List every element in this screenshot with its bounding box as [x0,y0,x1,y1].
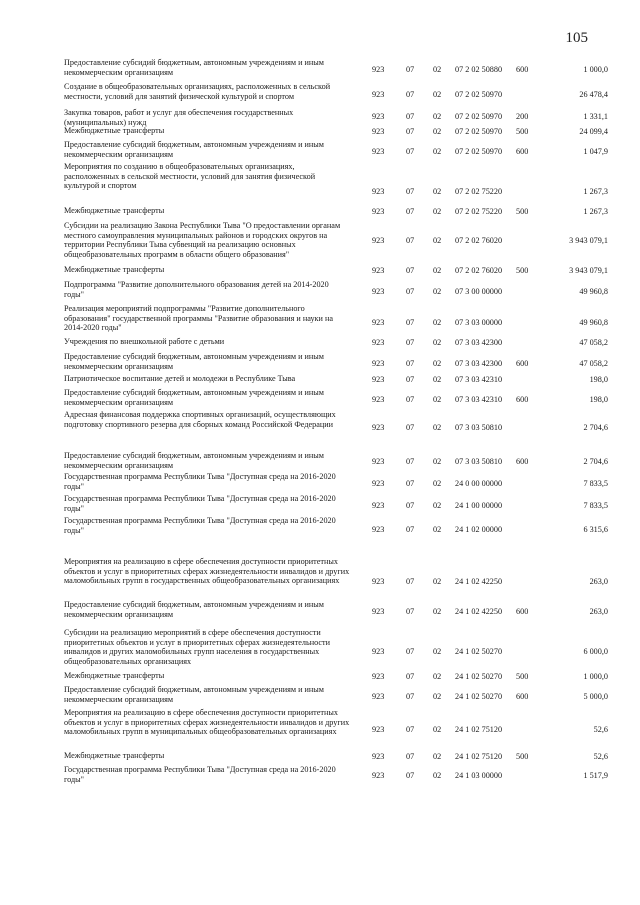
row-description: Мероприятия на реализацию в сфере обеспечения доступности приоритетных объектов и услуг в приоритетных сферах жизнедеятельности инвалидов и других маломобильных групп в муниципальных общеобразовательных организациях [64,708,350,737]
row-description: Патриотическое воспитание детей и молодежи в Республике Тыва [64,374,296,383]
table-row [64,374,608,388]
row-cell-cs: 07 2 02 76020 [455,266,503,275]
row-cell-gr: 923 [372,752,385,761]
row-cell-cs: 24 1 02 50270 [455,647,503,656]
row-cell-pr: 02 [433,479,442,488]
row-cell-vr: 500 [516,127,529,136]
row-cell-rz: 07 [406,266,415,275]
table-row [64,494,608,516]
row-cell-gr: 923 [372,127,385,136]
row-cell-pr: 02 [433,672,442,681]
row-cell-pr: 02 [433,90,442,99]
table-row [64,304,608,337]
row-cell-sum: 263,0 [589,577,608,586]
row-cell-rz: 07 [406,90,415,99]
row-cell-cs: 24 1 02 50270 [455,672,503,681]
table-row [64,671,608,685]
row-cell-cs: 07 2 02 50970 [455,147,503,156]
row-description: Мероприятия на реализацию в сфере обеспечения доступности приоритетных объектов и услуг в приоритетных сферах жизнедеятельности инвалидов и других маломобильных групп в государственных общеобразовательных организациях [64,557,350,586]
row-cell-cs: 24 1 03 00000 [455,771,503,780]
row-cell-rz: 07 [406,236,415,245]
table-row [64,221,608,265]
row-cell-rz: 07 [406,457,415,466]
row-cell-pr: 02 [433,525,442,534]
row-cell-pr: 02 [433,771,442,780]
row-cell-pr: 02 [433,457,442,466]
row-cell-vr: 600 [516,607,529,616]
row-cell-sum: 2 704,6 [583,457,608,466]
row-description: Государственная программа Республики Тыва "Доступная среда на 2016-2020 годы" [64,516,336,535]
row-cell-cs: 24 0 00 00000 [455,479,503,488]
row-cell-sum: 52,6 [593,725,608,734]
row-cell-gr: 923 [372,207,385,216]
row-cell-rz: 07 [406,672,415,681]
row-description: Подпрограмма "Развитие дополнительного образования детей на 2014-2020 годы" [64,280,329,299]
row-cell-sum: 198,0 [589,395,608,404]
row-cell-pr: 02 [433,127,442,136]
table-row [64,708,608,751]
row-cell-gr: 923 [372,287,385,296]
table-row [64,765,608,787]
row-cell-cs: 07 3 03 42310 [455,395,503,404]
row-description: Межбюджетные трансферты [64,751,165,760]
row-cell-pr: 02 [433,236,442,245]
row-cell-sum: 47 058,2 [579,338,608,347]
row-description: Государственная программа Республики Тыва "Доступная среда на 2016-2020 годы" [64,494,336,513]
row-cell-gr: 923 [372,112,385,121]
row-cell-sum: 52,6 [593,752,608,761]
row-cell-cs: 07 3 00 00000 [455,287,503,296]
table-row [64,410,608,451]
row-cell-sum: 49 960,8 [579,287,608,296]
row-cell-gr: 923 [372,395,385,404]
table-row [64,140,608,162]
row-description: Межбюджетные трансферты [64,206,165,215]
table-row [64,337,608,352]
table-row [64,108,608,126]
row-cell-cs: 07 3 03 42300 [455,338,503,347]
row-cell-rz: 07 [406,479,415,488]
table-row [64,58,608,82]
row-cell-sum: 198,0 [589,375,608,384]
row-cell-gr: 923 [372,90,385,99]
row-cell-pr: 02 [433,375,442,384]
row-description: Предоставление субсидий бюджетным, автономным учреждениям и иным некоммерческим организациям [64,451,324,470]
row-cell-gr: 923 [372,147,385,156]
table-row [64,600,608,628]
row-cell-pr: 02 [433,147,442,156]
row-cell-pr: 02 [433,577,442,586]
table-row [64,388,608,410]
row-cell-gr: 923 [372,266,385,275]
row-cell-pr: 02 [433,395,442,404]
row-cell-vr: 500 [516,207,529,216]
row-cell-sum: 1 267,3 [583,207,608,216]
row-cell-cs: 07 3 03 50810 [455,457,503,466]
row-cell-gr: 923 [372,577,385,586]
row-cell-vr: 600 [516,147,529,156]
row-cell-sum: 6 000,0 [583,647,608,656]
table-row [64,206,608,221]
row-cell-gr: 923 [372,501,385,510]
row-cell-gr: 923 [372,375,385,384]
row-cell-pr: 02 [433,207,442,216]
row-cell-rz: 07 [406,112,415,121]
row-cell-vr: 600 [516,457,529,466]
row-cell-rz: 07 [406,65,415,74]
row-cell-gr: 923 [372,692,385,701]
row-cell-cs: 24 1 02 00000 [455,525,503,534]
row-cell-gr: 923 [372,479,385,488]
table-row [64,280,608,304]
row-cell-gr: 923 [372,236,385,245]
row-cell-pr: 02 [433,338,442,347]
row-cell-sum: 49 960,8 [579,318,608,327]
row-cell-gr: 923 [372,187,385,196]
row-cell-pr: 02 [433,318,442,327]
row-cell-sum: 2 704,6 [583,423,608,432]
row-cell-pr: 02 [433,65,442,74]
row-cell-rz: 07 [406,647,415,656]
row-cell-rz: 07 [406,525,415,534]
row-description: Реализация мероприятий подпрограммы "Развитие дополнительного образования" государственной программы "Развитие образования и науки на 2014-2020 годы" [64,304,333,333]
row-description: Предоставление субсидий бюджетным, автономным учреждениям и иным некоммерческим организациям [64,140,324,159]
table-row [64,516,608,557]
table-row [64,472,608,494]
row-description: Предоставление субсидий бюджетным, автономным учреждениям и иным некоммерческим организациям [64,352,324,371]
row-cell-gr: 923 [372,647,385,656]
row-cell-rz: 07 [406,207,415,216]
row-cell-vr: 600 [516,395,529,404]
row-cell-gr: 923 [372,359,385,368]
row-cell-rz: 07 [406,318,415,327]
row-cell-rz: 07 [406,375,415,384]
row-cell-cs: 24 1 02 50270 [455,692,503,701]
row-cell-pr: 02 [433,112,442,121]
row-cell-sum: 1 517,9 [583,771,608,780]
row-cell-sum: 6 315,6 [583,525,608,534]
row-cell-rz: 07 [406,577,415,586]
row-cell-rz: 07 [406,395,415,404]
row-description: Создание в общеобразовательных организациях, расположенных в сельской местности, условий для занятий физической культурой и спортом [64,82,331,101]
row-cell-cs: 07 2 02 50880 [455,65,503,74]
row-cell-vr: 600 [516,359,529,368]
row-cell-rz: 07 [406,607,415,616]
row-cell-rz: 07 [406,725,415,734]
row-cell-vr: 600 [516,692,529,701]
row-cell-gr: 923 [372,318,385,327]
page-number: 105 [565,30,588,46]
row-description: Учреждения по внешкольной работе с детьми [64,337,225,346]
row-cell-rz: 07 [406,338,415,347]
row-cell-rz: 07 [406,187,415,196]
row-cell-cs: 24 1 02 42250 [455,607,503,616]
row-cell-pr: 02 [433,187,442,196]
row-cell-rz: 07 [406,771,415,780]
row-cell-sum: 3 943 079,1 [569,236,608,245]
row-description: Предоставление субсидий бюджетным, автономным учреждениям и иным некоммерческим организациям [64,685,324,704]
row-description: Субсидии на реализацию мероприятий в сфере обеспечения доступности приоритетных объектов и услуг в приоритетных сферах жизнедеятельности инвалидов и других маломобильных групп населения в государственных общеобразовательных организациях [64,628,330,666]
row-cell-sum: 47 058,2 [579,359,608,368]
row-cell-rz: 07 [406,127,415,136]
row-description: Межбюджетные трансферты [64,126,165,135]
row-cell-rz: 07 [406,359,415,368]
row-cell-sum: 263,0 [589,607,608,616]
row-cell-gr: 923 [372,423,385,432]
row-cell-rz: 07 [406,287,415,296]
row-cell-cs: 07 2 02 50970 [455,112,503,121]
row-cell-gr: 923 [372,457,385,466]
table-row [64,126,608,140]
row-cell-pr: 02 [433,692,442,701]
row-description: Закупка товаров, работ и услуг для обеспечения государственных (муниципальных) нужд [64,108,294,127]
budget-table [64,58,608,787]
table-row [64,162,608,206]
table-row [64,557,608,600]
row-cell-cs: 07 3 03 50810 [455,423,503,432]
row-cell-pr: 02 [433,266,442,275]
row-cell-sum: 7 833,5 [583,479,608,488]
row-description: Мероприятия по созданию в общеобразовательных организациях, расположенных в сельской местности, условий для занятия физической культурой и спортом [64,162,316,191]
row-cell-cs: 07 2 02 50970 [455,127,503,136]
table-row [64,352,608,374]
row-cell-vr: 600 [516,65,529,74]
row-description: Предоставление субсидий бюджетным, автономным учреждениям и иным некоммерческим организациям [64,58,324,77]
row-description: Государственная программа Республики Тыва "Доступная среда на 2016-2020 годы" [64,765,336,784]
table-row [64,451,608,472]
row-cell-pr: 02 [433,423,442,432]
row-description: Субсидии на реализацию Закона Республики Тыва "О предоставлении органам местного самоуправления муниципальных районов и городских округов на территории Республики Тыва субвенций на реализацию основных общеобразовательных программ в области общего образования" [64,221,341,259]
table-row [64,265,608,280]
row-cell-vr: 500 [516,266,529,275]
row-cell-cs: 24 1 00 00000 [455,501,503,510]
row-cell-rz: 07 [406,147,415,156]
row-cell-gr: 923 [372,65,385,74]
row-cell-cs: 07 2 02 75220 [455,207,503,216]
row-cell-rz: 07 [406,752,415,761]
table-row [64,82,608,108]
row-cell-sum: 1 267,3 [583,187,608,196]
row-cell-sum: 1 047,9 [583,147,608,156]
row-cell-pr: 02 [433,359,442,368]
row-cell-pr: 02 [433,725,442,734]
row-cell-pr: 02 [433,647,442,656]
row-cell-sum: 1 000,0 [583,672,608,681]
row-cell-cs: 07 2 02 75220 [455,187,503,196]
row-cell-rz: 07 [406,501,415,510]
row-cell-vr: 200 [516,112,529,121]
row-cell-sum: 1 331,1 [583,112,608,121]
row-cell-sum: 7 833,5 [583,501,608,510]
row-cell-gr: 923 [372,725,385,734]
row-cell-sum: 26 478,4 [579,90,608,99]
row-cell-vr: 500 [516,752,529,761]
row-cell-gr: 923 [372,771,385,780]
row-cell-sum: 1 000,0 [583,65,608,74]
table-row [64,685,608,708]
row-cell-gr: 923 [372,607,385,616]
row-cell-cs: 24 1 02 75120 [455,752,503,761]
row-cell-gr: 923 [372,525,385,534]
row-cell-gr: 923 [372,338,385,347]
row-cell-pr: 02 [433,752,442,761]
row-cell-cs: 07 2 02 50970 [455,90,503,99]
row-cell-pr: 02 [433,607,442,616]
row-description: Предоставление субсидий бюджетным, автономным учреждениям и иным некоммерческим организациям [64,600,324,619]
row-cell-pr: 02 [433,501,442,510]
row-description: Предоставление субсидий бюджетным, автономным учреждениям и иным некоммерческим организациям [64,388,324,407]
row-description: Государственная программа Республики Тыва "Доступная среда на 2016-2020 годы" [64,472,336,491]
row-cell-cs: 24 1 02 75120 [455,725,503,734]
row-cell-sum: 5 000,0 [583,692,608,701]
row-cell-gr: 923 [372,672,385,681]
row-description: Адресная финансовая поддержка спортивных организаций, осуществляющих подготовку спортивного резерва для сборных команд Российской Федерации [64,410,336,429]
row-cell-cs: 07 3 03 42310 [455,375,503,384]
row-cell-rz: 07 [406,692,415,701]
row-cell-cs: 07 3 03 42300 [455,359,503,368]
row-cell-cs: 07 3 03 00000 [455,318,503,327]
row-cell-pr: 02 [433,287,442,296]
row-description: Межбюджетные трансферты [64,671,165,680]
row-cell-sum: 24 099,4 [579,127,608,136]
row-cell-sum: 3 943 079,1 [569,266,608,275]
row-description: Межбюджетные трансферты [64,265,165,274]
row-cell-cs: 24 1 02 42250 [455,577,503,586]
row-cell-rz: 07 [406,423,415,432]
row-cell-vr: 500 [516,672,529,681]
table-row [64,628,608,671]
row-cell-cs: 07 2 02 76020 [455,236,503,245]
table-row [64,751,608,765]
